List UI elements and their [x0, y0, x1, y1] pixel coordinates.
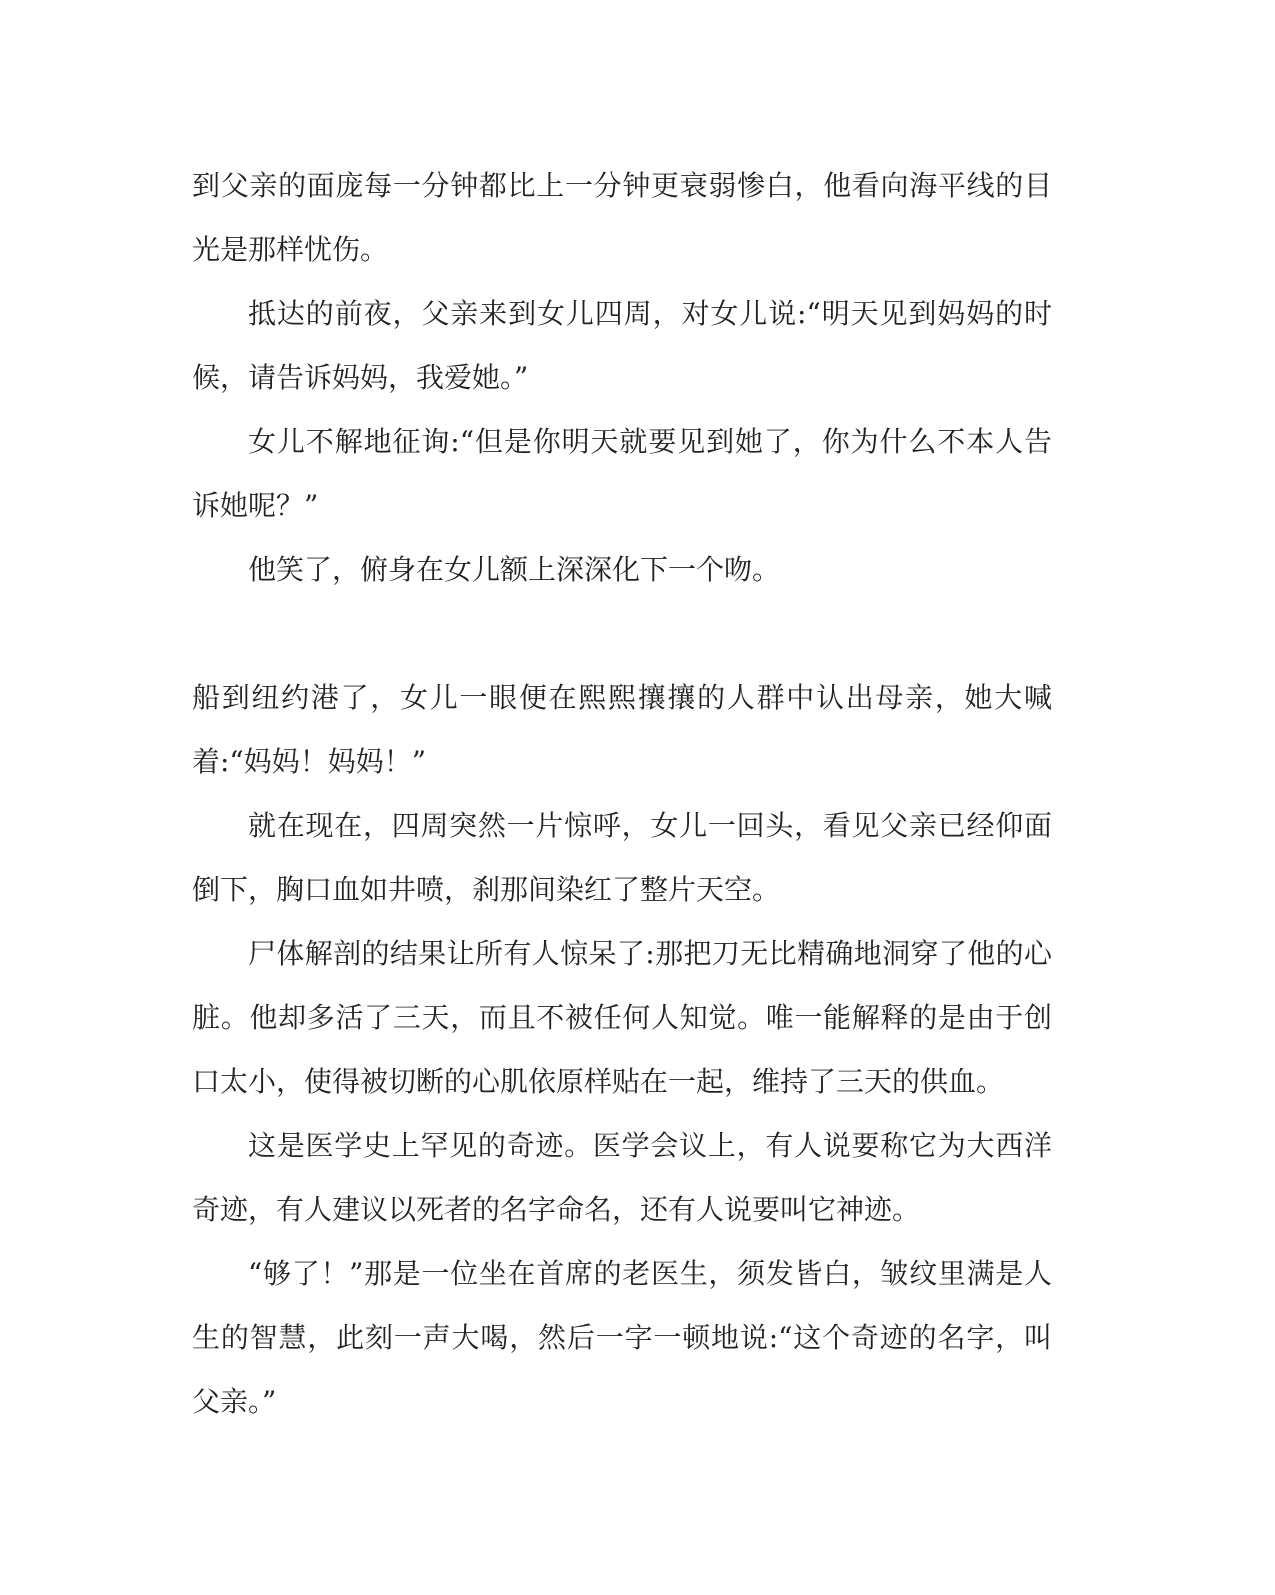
paragraph-7: 尸体解剖的结果让所有人惊呆了:那把刀无比精确地洞穿了他的心脏。他却多活了三天，而且不被任何人知觉。唯一能解释的是由于创口太小，使得被切断的心肌依原样贴在一起，维持了三天的供血。 — [192, 937, 1052, 1098]
paragraph-1: 到父亲的面庞每一分钟都比上一分钟更衰弱惨白，他看向海平线的目光是那样忧伤。 — [192, 169, 1052, 266]
paragraph-6: 就在现在，四周突然一片惊呼，女儿一回头，看见父亲已经仰面倒下，胸口血如井喷，刹那间染红了整片天空。 — [192, 809, 1052, 906]
paragraph-5: 船到纽约港了，女儿一眼便在熙熙攘攘的人群中认出母亲，她大喊着:“妈妈！妈妈！” — [192, 681, 1052, 778]
section-break — [192, 602, 1052, 666]
paragraph-4: 他笑了，俯身在女儿额上深深化下一个吻。 — [248, 553, 781, 586]
paragraph-2: 抵达的前夜，父亲来到女儿四周，对女儿说:“明天见到妈妈的时候，请告诉妈妈，我爱她。” — [192, 297, 1052, 394]
paragraph-8: 这是医学史上罕见的奇迹。医学会议上，有人说要称它为大西洋奇迹，有人建议以死者的名字命名，还有人说要叫它神迹。 — [192, 1129, 1052, 1226]
document-body — [192, 154, 1052, 1434]
paragraph-3: 女儿不解地征询:“但是你明天就要见到她了，你为什么不本人告诉她呢？” — [192, 425, 1052, 522]
paragraph-9: “够了！”那是一位坐在首席的老医生，须发皆白，皱纹里满是人生的智慧，此刻一声大喝，然后一字一顿地说:“这个奇迹的名字，叫父亲。” — [192, 1257, 1052, 1418]
